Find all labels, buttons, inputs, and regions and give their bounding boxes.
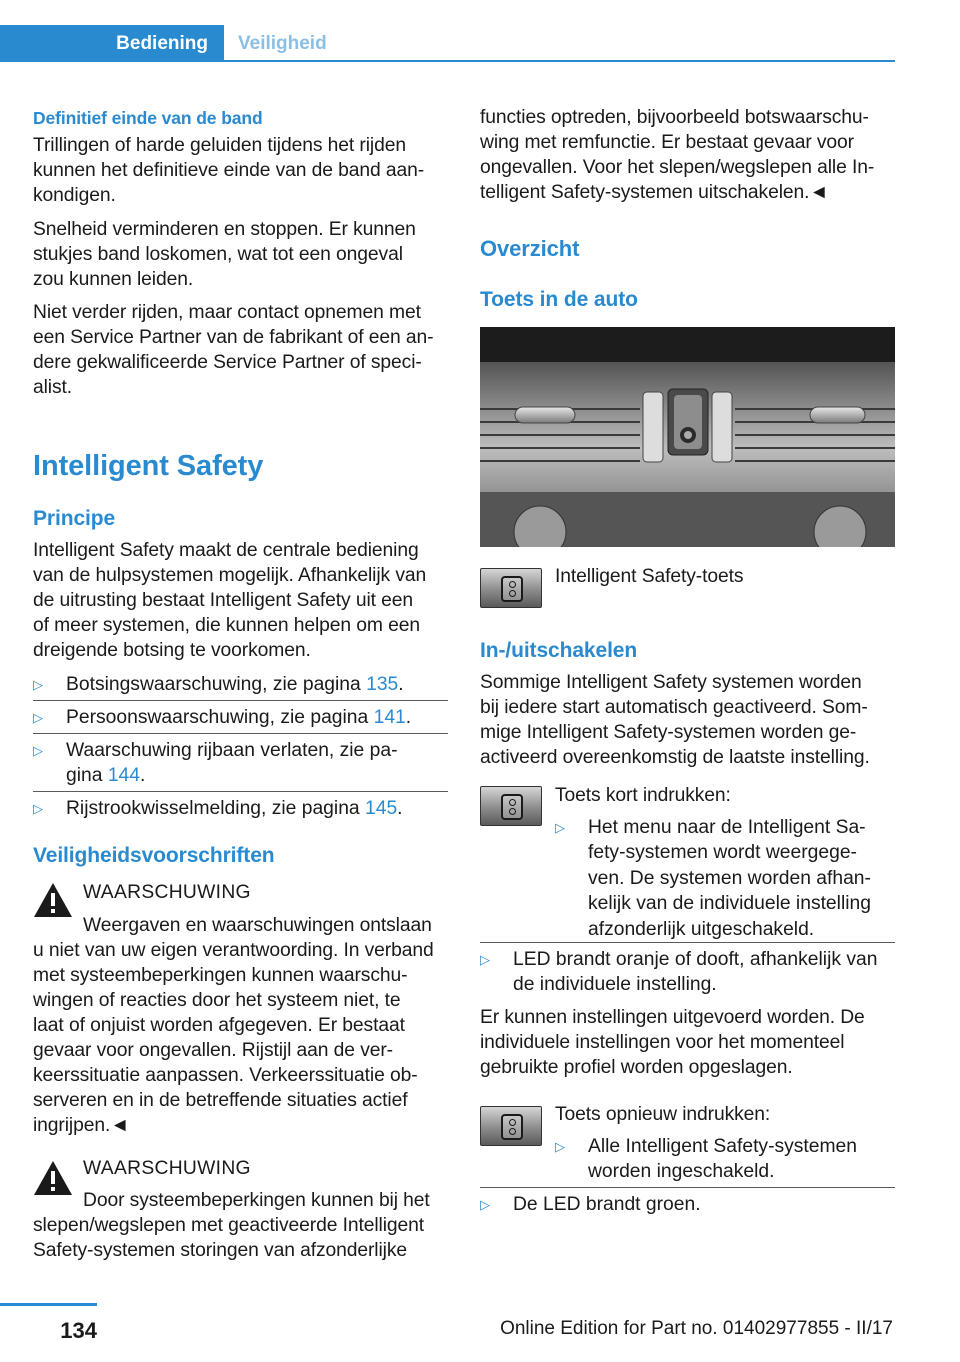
warning-triangle-icon: [33, 1160, 73, 1196]
paragraph-line: de uitrusting bestaat Intelligent Safety uit een: [33, 590, 414, 611]
list-item-text: de individuele instelling.: [513, 974, 717, 996]
paragraph-line: Intelligent Safety maakt de centrale bediening: [33, 540, 419, 561]
page-link[interactable]: 135: [366, 674, 399, 695]
page-link[interactable]: 145: [365, 798, 398, 819]
list-divider: [480, 942, 895, 943]
list-item-text: Alle Intelligent Safety-systemen: [588, 1136, 857, 1157]
warning-title: WAARSCHUWING: [83, 882, 251, 903]
list-item-text: afzonderlijk uitgeschakeld.: [588, 918, 815, 940]
heading-toets-in-de-auto: Toets in de auto: [480, 288, 638, 311]
header-tabs: [0, 25, 895, 62]
warning-line: keerssituatie aanpassen. Verkeerssituatie ob-: [33, 1065, 418, 1086]
warning-line: gevaar voor ongevallen. Rijstijl aan de ver-: [33, 1040, 393, 1061]
paragraph-line: mige Intelligent Safety-systemen worden ge-: [480, 722, 857, 743]
triangle-bullet-icon: ▷: [480, 952, 490, 967]
warning-line: met systeembeperkingen kunnen waarschu-: [33, 965, 408, 986]
intelligent-safety-button-icon: [480, 568, 542, 608]
list-item-end: .: [398, 674, 404, 695]
paragraph-line: Sommige Intelligent Safety systemen worden: [480, 672, 862, 693]
list-item-text: Het menu naar de Intelligent Sa-: [588, 817, 866, 838]
heading-overzicht: Overzicht: [480, 236, 580, 261]
list-item-text: LED brandt oranje of dooft, afhankelijk van: [513, 949, 878, 970]
list-item-text: ven. De systemen worden afhan-: [588, 867, 871, 889]
footer-rule: [0, 1303, 97, 1306]
list-divider: [480, 1187, 895, 1188]
subheading-einde-band: Definitief einde van de band: [33, 108, 263, 128]
warning-triangle-icon: [33, 882, 73, 918]
button-caption: Intelligent Safety-toets: [555, 566, 744, 587]
paragraph-line: kunnen het definitieve einde van de band aan-: [33, 160, 425, 181]
warning-line: u niet van uw eigen verantwoording. In verband: [33, 940, 434, 961]
list-item-end: .: [139, 765, 146, 787]
list-divider: [33, 791, 448, 792]
list-item: [480, 947, 895, 999]
list-item-text: Waarschuwing rijbaan verlaten, zie pa-: [66, 740, 398, 761]
warning-line: laat of onjuist worden afgegeven. Er bestaat: [33, 1015, 405, 1036]
paragraph-line: Snelheid verminderen en stoppen. Er kunnen: [33, 219, 416, 240]
list-divider: [33, 733, 448, 734]
triangle-bullet-icon: ▷: [480, 1197, 490, 1212]
list-divider: [33, 700, 448, 701]
paragraph-line: Er kunnen instellingen uitgevoerd worden. De: [480, 1007, 865, 1028]
paragraph-line: een Service Partner van de fabrikant of een an-: [33, 327, 434, 348]
triangle-bullet-icon: ▷: [33, 677, 43, 692]
paragraph-line: wing met remfunctie. Er bestaat gevaar voor: [480, 132, 855, 153]
list-item-text: De LED brandt groen.: [513, 1194, 701, 1215]
paragraph-line: van de hulpsystemen mogelijk. Afhankelijk van: [33, 565, 427, 586]
paragraph-line: Niet verder rijden, maar contact opnemen met: [33, 302, 421, 323]
list-item-text: Rijstrookwisselmelding, zie pagina: [66, 798, 365, 819]
list-item-text: worden ingeschakeld.: [588, 1161, 775, 1183]
paragraph-line: Trillingen of harde geluiden tijdens het rijden: [33, 135, 406, 156]
paragraph-line: ongevallen. Voor het slepen/wegslepen alle In-: [480, 157, 875, 178]
paragraph-line: gebruikte profiel worden opgeslagen.: [480, 1057, 793, 1078]
paragraph-line: kondigen.: [33, 185, 116, 206]
warning-line: Safety-systemen storingen van afzonderlijke: [33, 1240, 408, 1261]
step-label: Toets kort indrukken:: [555, 785, 731, 806]
edition-text: Online Edition for Part no. 01402977855 - II/17: [500, 1318, 893, 1339]
page-link[interactable]: 141: [373, 707, 406, 728]
warning-line: serveren en in de betreffende situaties actief: [33, 1090, 408, 1111]
triangle-bullet-icon: ▷: [33, 801, 43, 816]
intelligent-safety-button-icon: [480, 1106, 542, 1146]
tab-veiligheid[interactable]: Veiligheid: [238, 33, 327, 54]
warning-line: Door systeembeperkingen kunnen bij het: [83, 1190, 430, 1211]
triangle-bullet-icon: ▷: [555, 1139, 565, 1154]
paragraph-line: dreigende botsing te voorkomen.: [33, 640, 311, 661]
paragraph-line: individuele instellingen voor het momenteel: [480, 1032, 845, 1053]
list-item-text: Botsingswaarschuwing, zie pagina: [66, 674, 367, 695]
list-item: [33, 672, 448, 698]
warning-line: ingrijpen.◄: [33, 1115, 130, 1136]
list-item: [33, 796, 448, 822]
list-item: [480, 1192, 895, 1218]
intelligent-safety-button-icon: [480, 786, 542, 826]
paragraph-line: bij iedere start automatisch geactiveerd. Som-: [480, 697, 868, 718]
triangle-bullet-icon: ▷: [33, 710, 43, 725]
list-item-text: gina: [66, 765, 108, 787]
list-item-end: .: [405, 707, 412, 728]
warning-line: Weergaven en waarschuwingen ontslaan: [83, 915, 432, 936]
list-item-text: Persoonswaarschuwing, zie pagina: [66, 707, 374, 728]
paragraph-line: of meer systemen, die kunnen helpen om een: [33, 615, 421, 636]
list-item: [33, 705, 448, 731]
paragraph-line: alist.: [33, 377, 73, 398]
step-label: Toets opnieuw indrukken:: [555, 1104, 771, 1125]
paragraph-line: activeerd overeenkomstig de laatste instelling.: [480, 747, 870, 768]
paragraph-line: stukjes band loskomen, wat tot een ongeval: [33, 244, 403, 265]
paragraph-line: functies optreden, bijvoorbeeld botswaarschu-: [480, 107, 869, 128]
page-link[interactable]: 144: [107, 765, 140, 787]
dashboard-photo: [480, 327, 895, 547]
page-number: 134: [60, 1318, 97, 1343]
triangle-bullet-icon: ▷: [33, 743, 43, 758]
list-item: [555, 815, 895, 943]
paragraph-line: telligent Safety-systemen uitschakelen.◄: [480, 182, 829, 203]
list-item: [33, 738, 448, 790]
heading-veiligheidsvoorschriften: Veiligheidsvoorschriften: [33, 844, 275, 867]
paragraph-line: dere gekwalificeerde Service Partner of speci-: [33, 352, 422, 373]
list-item-text: kelijk van de individuele instelling: [588, 893, 871, 915]
list-item: [555, 1134, 895, 1186]
heading-principe: Principe: [33, 507, 116, 530]
warning-title: WAARSCHUWING: [83, 1158, 251, 1179]
warning-line: wingen of reacties door het systeem niet, te: [33, 990, 401, 1011]
section-title: Intelligent Safety: [33, 450, 264, 482]
tab-bediening[interactable]: Bediening: [0, 25, 224, 62]
list-item-end: .: [397, 798, 403, 819]
list-item-text: fety-systemen wordt weergege-: [588, 842, 857, 864]
header-rule: [0, 60, 895, 62]
warning-line: slepen/wegslepen met geactiveerde Intelligent: [33, 1215, 425, 1236]
paragraph-line: zou kunnen leiden.: [33, 269, 194, 290]
triangle-bullet-icon: ▷: [555, 820, 565, 835]
heading-in-uitschakelen: In-/uitschakelen: [480, 639, 638, 662]
